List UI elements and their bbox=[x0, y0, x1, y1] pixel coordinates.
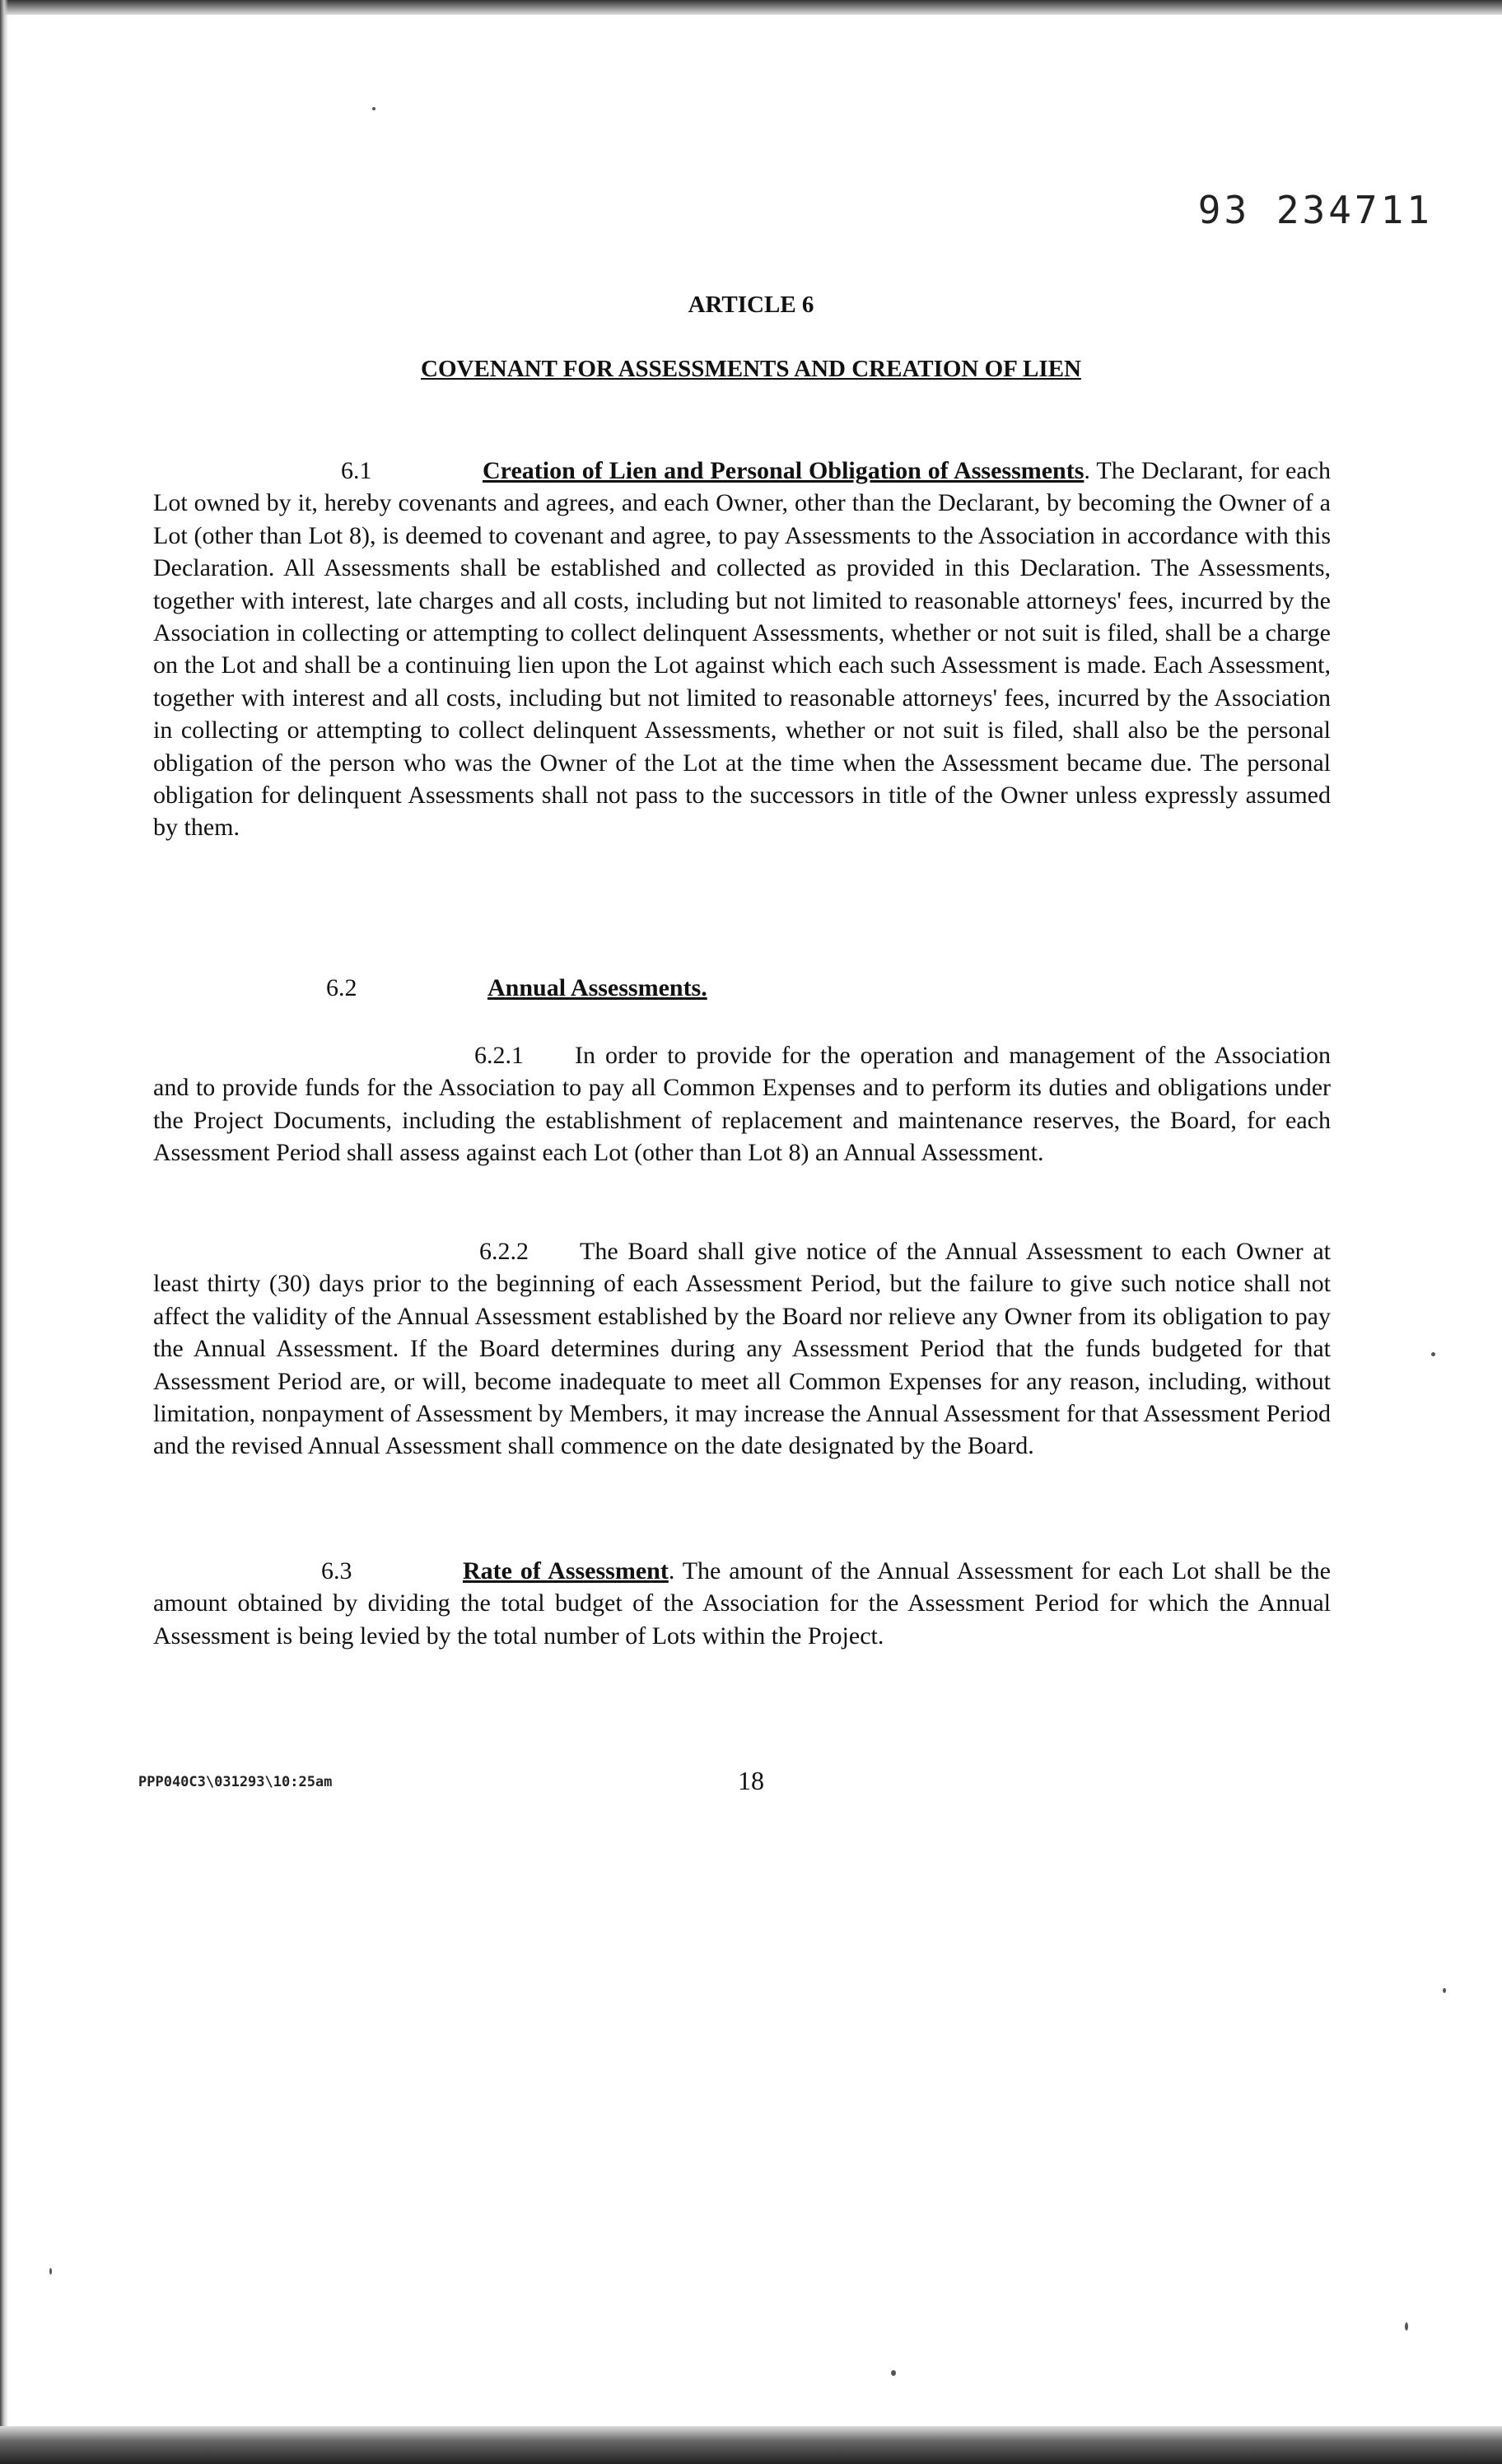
section-6-3 bbox=[153, 1555, 1331, 1652]
article-title: COVENANT FOR ASSESSMENTS AND CREATION OF LIEN bbox=[421, 356, 1081, 382]
section-text: The Board shall give notice of the Annual Assessment to each Owner at least thirty (30) days prior to the beginning of each Assessment Period, but the failure to give such notice shall not affect the validity of the Annual Assessment established by the Board nor relieve any Owner from its obligation to pay the Annual Assessment. If the Board determines during any Assessment Period that the funds budgeted for that Assessment Period are, or will, become inadequate to meet all Common Expenses for any reason, including, without limitation, nonpayment of Assessment by Members, it may increase the Annual Assessment for that Assessment Period and the revised Annual Assessment shall commence on the date designated by the Board. bbox=[153, 1238, 1331, 1460]
scan-speck bbox=[891, 2370, 896, 2376]
section-6-1 bbox=[153, 455, 1331, 844]
article-heading: ARTICLE 6 bbox=[688, 292, 814, 318]
scan-speck bbox=[1405, 2322, 1408, 2331]
section-text: . The Declarant, for each Lot owned by it, hereby covenants and agrees, and each Owner, other than the Declarant, by becoming the Owner of a Lot (other than Lot 8), is deemed to covenant and agree, to pay Assessments to the Association in accordance with this Declaration. All Assessments shall be established and collected as provided in this Declaration. The Assessments, together with interest, late charges and all costs, including but not limited to reasonable attorneys' fees, incurred by the Association in collecting or attempting to collect delinquent Assessments, whether or not suit is filed, shall be a charge on the Lot and shall be a continuing lien upon the Lot against which each such Assessment is made. Each Assessment, together with interest and all costs, including but not limited to reasonable attorneys' fees, incurred by the Association in collecting or attempting to collect delinquent Assessments, whether or not suit is filed, shall also be the personal obligation of the person who was the Owner of the Lot at the time when the Assessment became due. The personal obligation for delinquent Assessments shall not pass to the successors in title of the Owner unless expressly assumed by them. bbox=[153, 457, 1331, 842]
scan-speck bbox=[1443, 1988, 1446, 1993]
section-6-2 bbox=[153, 972, 1331, 1004]
section-text: . The amount of the Annual Assessment for each Lot shall be the amount obtained by dividing the total budget of the Association for the Assessment Period for which the Annual Assessment is being levied by the total number of Lots within the Project. bbox=[153, 1557, 1331, 1650]
section-text: In order to provide for the operation and management of the Association and to provide funds for the Association to pay all Common Expenses and to perform its duties and obligations under the Project Documents, including the establishment of replacement and maintenance reserves, the Board, for each Assessment Period shall assess against each Lot (other than Lot 8) an Annual Assessment. bbox=[153, 1042, 1331, 1167]
scan-speck bbox=[372, 107, 376, 110]
section-6-2-1 bbox=[153, 1039, 1331, 1169]
section-number: 6.2 bbox=[326, 974, 357, 1001]
scan-edge-top bbox=[0, 0, 1502, 15]
recording-number: 93 234711 bbox=[1197, 188, 1433, 232]
section-heading: Creation of Lien and Personal Obligation of Assessments bbox=[483, 457, 1085, 484]
section-heading: Rate of Assessment bbox=[463, 1557, 669, 1584]
scan-edge-bottom bbox=[0, 2426, 1502, 2464]
section-number: 6.2.1 bbox=[474, 1042, 524, 1069]
section-6-2-2 bbox=[153, 1235, 1331, 1463]
scan-speck bbox=[1431, 1352, 1435, 1356]
footer-file-code: PPP040C3\031293\10:25am bbox=[138, 1774, 333, 1790]
section-number: 6.1 bbox=[341, 457, 372, 484]
section-heading: Annual Assessments. bbox=[487, 974, 707, 1001]
section-number: 6.3 bbox=[321, 1557, 352, 1584]
scan-speck bbox=[49, 2268, 52, 2275]
page-number: 18 bbox=[738, 1766, 764, 1795]
section-number: 6.2.2 bbox=[479, 1238, 529, 1265]
